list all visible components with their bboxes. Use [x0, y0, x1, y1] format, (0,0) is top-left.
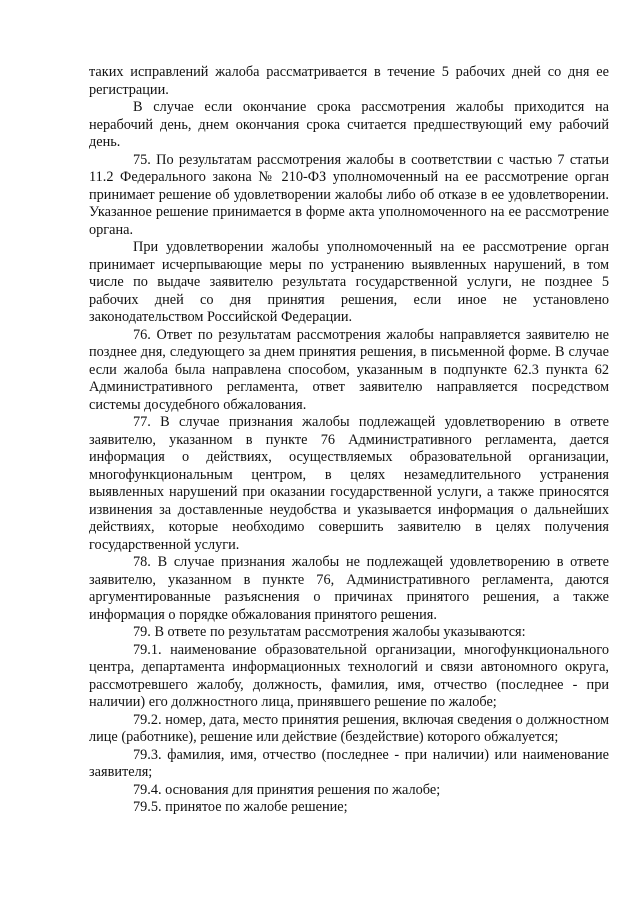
- paragraph-item-79-5: 79.5. принятое по жалобе решение;: [133, 799, 348, 815]
- paragraph-item-79-1: 79.1. наименование образовательной организации, многофункционального центра, департамента информационных технологий и связи автономного округа, рассмотревшего жалобу, должность, фамилия, имя, отчество (последнее - при наличии) его должностного лица, принявшего решение по жалобе;: [89, 641, 609, 710]
- paragraph-satisfaction-measures: При удовлетворении жалобы уполномоченный на ее рассмотрение орган принимает исчерпывающие меры по устранению выявленных нарушений, в том числе по выдаче заявителю результата государственной услуги, не позднее 5 рабочих дней со дня принятия решения, если иное не установлено законодательством Российской Федерации.: [89, 239, 609, 325]
- paragraph-deadline-nonworking-day: В случае если окончание срока рассмотрения жалобы приходится на нерабочий день, днем окончания срока считается предшествующий ему рабочий день.: [89, 99, 609, 150]
- paragraph-item-78: 78. В случае признания жалобы не подлежащей удовлетворению в ответе заявителю, указанном в пункте 76, Административного регламента, даются аргументированные разъяснения о причинах принятого решения, а также информация о порядке обжалования принятого решения.: [89, 554, 609, 623]
- paragraph-item-79-3: 79.3. фамилия, имя, отчество (последнее - при наличии) или наименование заявителя;: [89, 746, 609, 780]
- paragraph-continuation: таких исправлений жалоба рассматривается в течение 5 рабочих дней со дня ее регистрации.: [89, 64, 609, 98]
- paragraph-item-79: 79. В ответе по результатам рассмотрения жалобы указываются:: [133, 624, 526, 640]
- document-page: [89, 64, 609, 817]
- paragraph-item-75: 75. По результатам рассмотрения жалобы в соответствии с частью 7 статьи 11.2 Федерального закона № 210-ФЗ уполномоченный на ее рассмотрение орган принимает решение об удовлетворении жалобы либо об отказе в ее удовлетворении. Указанное решение принимается в форме акта уполномоченного на ее рассмотрение органа.: [89, 151, 609, 238]
- paragraph-item-79-2: 79.2. номер, дата, место принятия решения, включая сведения о должностном лице (работнике), решение или действие (бездействие) которого обжалуется;: [89, 711, 609, 745]
- paragraph-item-79-4: 79.4. основания для принятия решения по жалобе;: [133, 781, 441, 798]
- paragraph-item-76: 76. Ответ по результатам рассмотрения жалобы направляется заявителю не позднее дня, следующего за днем принятия решения, в письменной форме. В случае если жалоба была направлена способом, указанным в подпункте 62.3 пункта 62 Административного регламента, ответ заявителю направляется посредством системы досудебного обжалования.: [89, 326, 609, 413]
- paragraph-item-77: 77. В случае признания жалобы подлежащей удовлетворению в ответе заявителю, указанном в пункте 76 Административного регламента, дается информация о действиях, осуществляемых образовательной организации, многофункциональным центром, в целях незамедлительного устранения выявленных нарушений при оказании государственной услуги, а также приносятся извинения за доставленные неудобства и указывается информация о дальнейших действиях, которые необходимо совершить заявителю в целях получения государственной услуги.: [89, 414, 609, 553]
